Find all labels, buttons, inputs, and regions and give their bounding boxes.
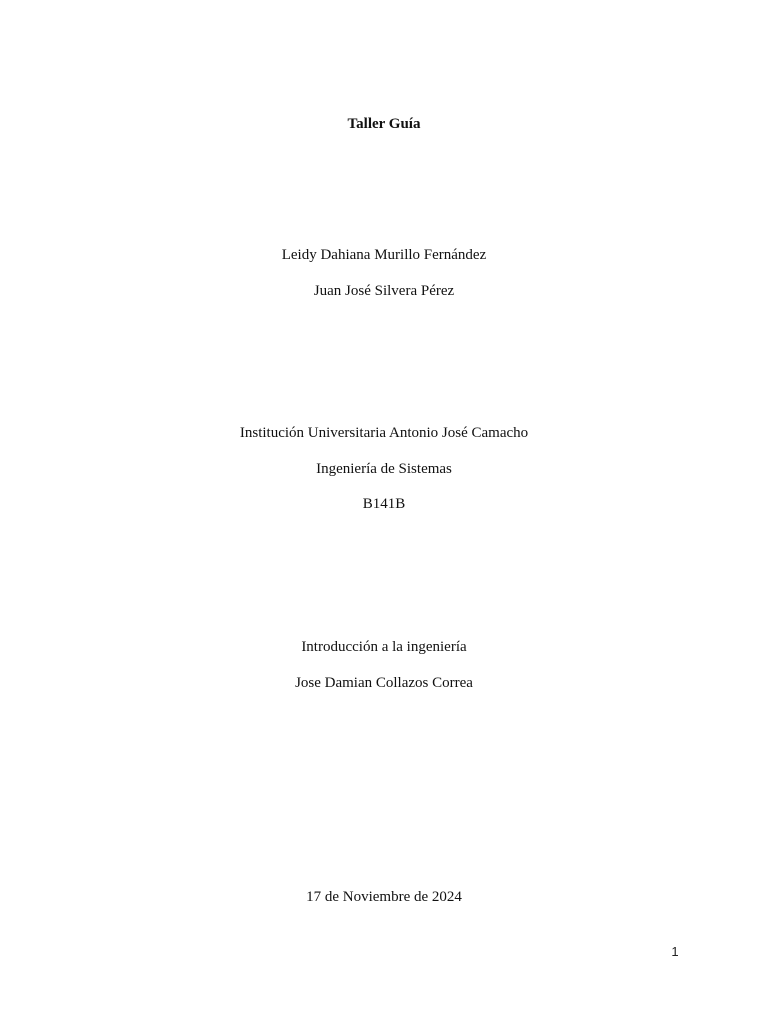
course-name: Introducción a la ingeniería bbox=[301, 639, 467, 655]
document-title: Taller Guía bbox=[347, 116, 421, 132]
document-date: 17 de Noviembre de 2024 bbox=[306, 889, 462, 905]
page-number: 1 bbox=[671, 944, 679, 959]
author-1: Leidy Dahiana Murillo Fernández bbox=[281, 247, 487, 263]
program: Ingeniería de Sistemas bbox=[316, 461, 452, 477]
institution: Institución Universitaria Antonio José Camacho bbox=[239, 425, 529, 441]
author-2: Juan José Silvera Pérez bbox=[313, 283, 455, 299]
group-code: B141B bbox=[362, 496, 406, 512]
instructor-name: Jose Damian Collazos Correa bbox=[295, 675, 473, 691]
